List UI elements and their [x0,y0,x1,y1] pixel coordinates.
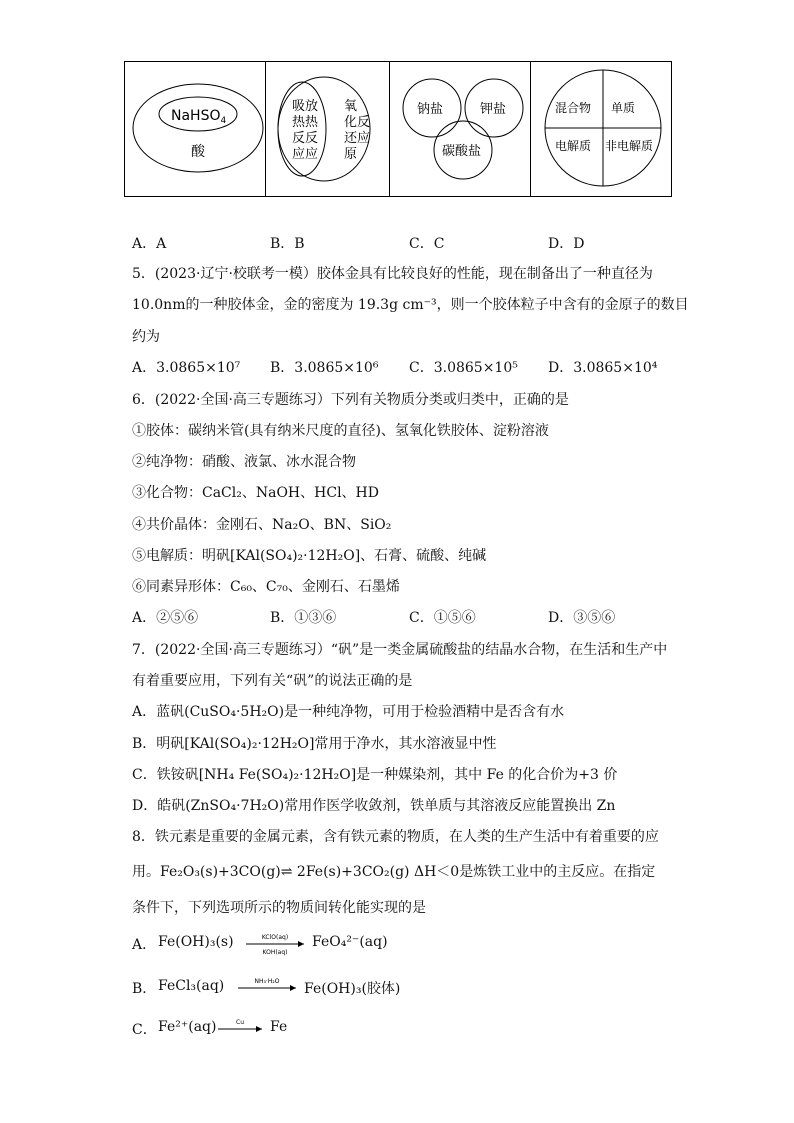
q6-item-6: ⑥同素异形体：C₆₀、C₇₀、金刚石、石墨烯 [132,579,400,595]
q8-option-c-label: C． [132,1022,157,1038]
q8-option-a[interactable] [132,926,532,960]
classification-diagram-table [124,61,672,197]
q7-option-b[interactable]: B．明矾[KAl(SO₄)₂·12H₂O]常用于净水，其水溶液显中性 [132,736,497,752]
q5-option-a[interactable]: A．3.0865×10⁷ [132,360,241,376]
q6-item-4: ④共价晶体：金刚石、Na₂O、BN、SiO₂ [132,517,392,533]
q8-option-b-product: Fe(OH)₃(胶体) [304,981,401,997]
q7-option-d[interactable]: D．皓矾(ZnSO₄·7H₂O)常用作医学收敛剂，铁单质与其溶液反应能置换出 Zn [132,798,616,814]
q8-option-a-reactant: Fe(OH)₃(s) [158,934,234,950]
q6-item-5: ⑤电解质：明矾[KAl(SO₄)₂·12H₂O]、石膏、硫酸、纯碱 [132,548,487,564]
q8-option-c-reactant: Fe²⁺(aq) [158,1019,217,1035]
q4-option-c[interactable]: C．C [409,236,445,252]
q4-option-a[interactable]: A．A [132,236,167,252]
reaction-arrow-icon [236,970,300,1004]
diagram-d-tl: 混合物 [555,101,592,115]
diagram-b-right-2: 化反 [344,115,371,130]
q8-line-2: 用。Fe₂O₃(s)+3CO(g)⇌ 2Fe(s)+3CO₂(g) ΔH＜0是炼铁工业中的主反应。在指定 [132,864,656,880]
diagram-c-left: 钠盐 [417,102,444,117]
diagram-cell-a [125,62,266,196]
q5-line-1: 5．(2023·辽宁·校联考一模）胶体金具有比较良好的性能，现在制备出了一种直径为 [132,266,653,282]
diagram-d-br: 非电解质 [605,139,654,153]
q5-option-b[interactable]: B．3.0865×10⁶ [270,360,379,376]
q8-option-b-condition-top: NH₃·H₂O [254,978,280,985]
diagram-d-bl: 电解质 [555,139,592,153]
q8-option-b-reactant: FeCl₃(aq) [158,978,225,994]
diagram-b-right-4: 原 [344,147,358,162]
q8-option-b[interactable] [132,970,532,1004]
diagram-b-right-3: 还应 [344,131,371,146]
q5-line-2: 10.0nm的一种胶体金，金的密度为 19.3g cm⁻³，则一个胶体粒子中含有的金原子的数目 [132,297,689,313]
q4-option-d[interactable]: D．D [548,236,585,252]
q6-item-1: ①胶体：碳纳米管(具有纳米尺度的直径)、氢氧化铁胶体、淀粉溶液 [132,423,549,439]
q5-line-3: 约为 [132,329,160,345]
q7-option-a[interactable]: A．蓝矾(CuSO₄·5H₂O)是一种纯净物，可用于检验酒精中是否含有水 [132,704,565,720]
q5-option-d[interactable]: D．3.0865×10⁴ [548,360,658,376]
reaction-arrow-icon [244,926,308,960]
diagram-c-bottom: 碳酸盐 [442,144,482,159]
q7-line-2: 有着重要应用，下列有关“矾”的说法正确的是 [132,673,413,689]
diagram-a [125,62,265,196]
diagram-d [531,62,671,196]
q8-option-c-condition-top: Cu [236,1019,244,1026]
q6-item-2: ②纯净物：硝酸、液氯、冰水混合物 [132,454,356,470]
q8-option-b-label: B． [132,981,157,997]
q6-option-c[interactable]: C．①⑤⑥ [409,610,476,626]
q6-option-a[interactable]: A．②⑤⑥ [132,610,199,626]
q8-option-c-product: Fe [270,1019,288,1035]
q6-option-d[interactable]: D．③⑤⑥ [548,610,616,626]
diagram-b-left-1: 吸放 [292,99,319,114]
diagram-a-inner: NaHSO$_4$ [171,108,227,126]
q5-option-c[interactable]: C．3.0865×10⁵ [409,360,518,376]
q8-option-c[interactable] [132,1011,532,1045]
diagram-a-outer: 酸 [191,144,205,160]
reaction-arrow-icon [216,1011,266,1045]
diagram-b [266,62,386,196]
diagram-cell-d [531,62,671,196]
diagram-b-left-4: 应应 [292,147,319,162]
diagram-b-left-2: 热热 [292,115,319,130]
diagram-cell-c [390,62,531,196]
q8-line-1: 8．铁元素是重要的金属元素，含有铁元素的物质，在人类的生产生活中有着重要的应 [132,829,659,845]
q8-line-3: 条件下，下列选项所示的物质间转化能实现的是 [132,900,426,916]
q6-stem: 6．(2022·全国·高三专题练习）下列有关物质分类或归类中，正确的是 [132,392,569,408]
diagram-b-right-1: 氧 [344,99,358,114]
q6-option-b[interactable]: B．①③⑥ [270,610,337,626]
q8-option-a-condition-top: KClO(aq) [261,934,289,941]
diagram-c-right: 钾盐 [480,102,507,117]
q7-option-c[interactable]: C．铁铵矾[NH₄ Fe(SO₄)₂·12H₂O]是一种媒染剂，其中 Fe 的化合价为+3 价 [132,767,618,783]
diagram-b-left-3: 反反 [292,131,319,146]
q8-option-a-condition-bottom: KOH(aq) [262,949,288,956]
q4-option-b[interactable]: B．B [270,236,305,252]
q8-option-a-product: FeO₄²⁻(aq) [312,934,388,950]
diagram-cell-b [266,62,390,196]
diagram-c [390,62,530,196]
q7-line-1: 7．(2022·全国·高三专题练习）“矾”是一类金属硫酸盐的结晶水合物，在生活和生产中 [132,642,668,658]
diagram-d-tr: 单质 [611,101,636,115]
q8-option-a-label: A． [132,937,157,953]
q6-item-3: ③化合物：CaCl₂、NaOH、HCl、HD [132,485,379,501]
